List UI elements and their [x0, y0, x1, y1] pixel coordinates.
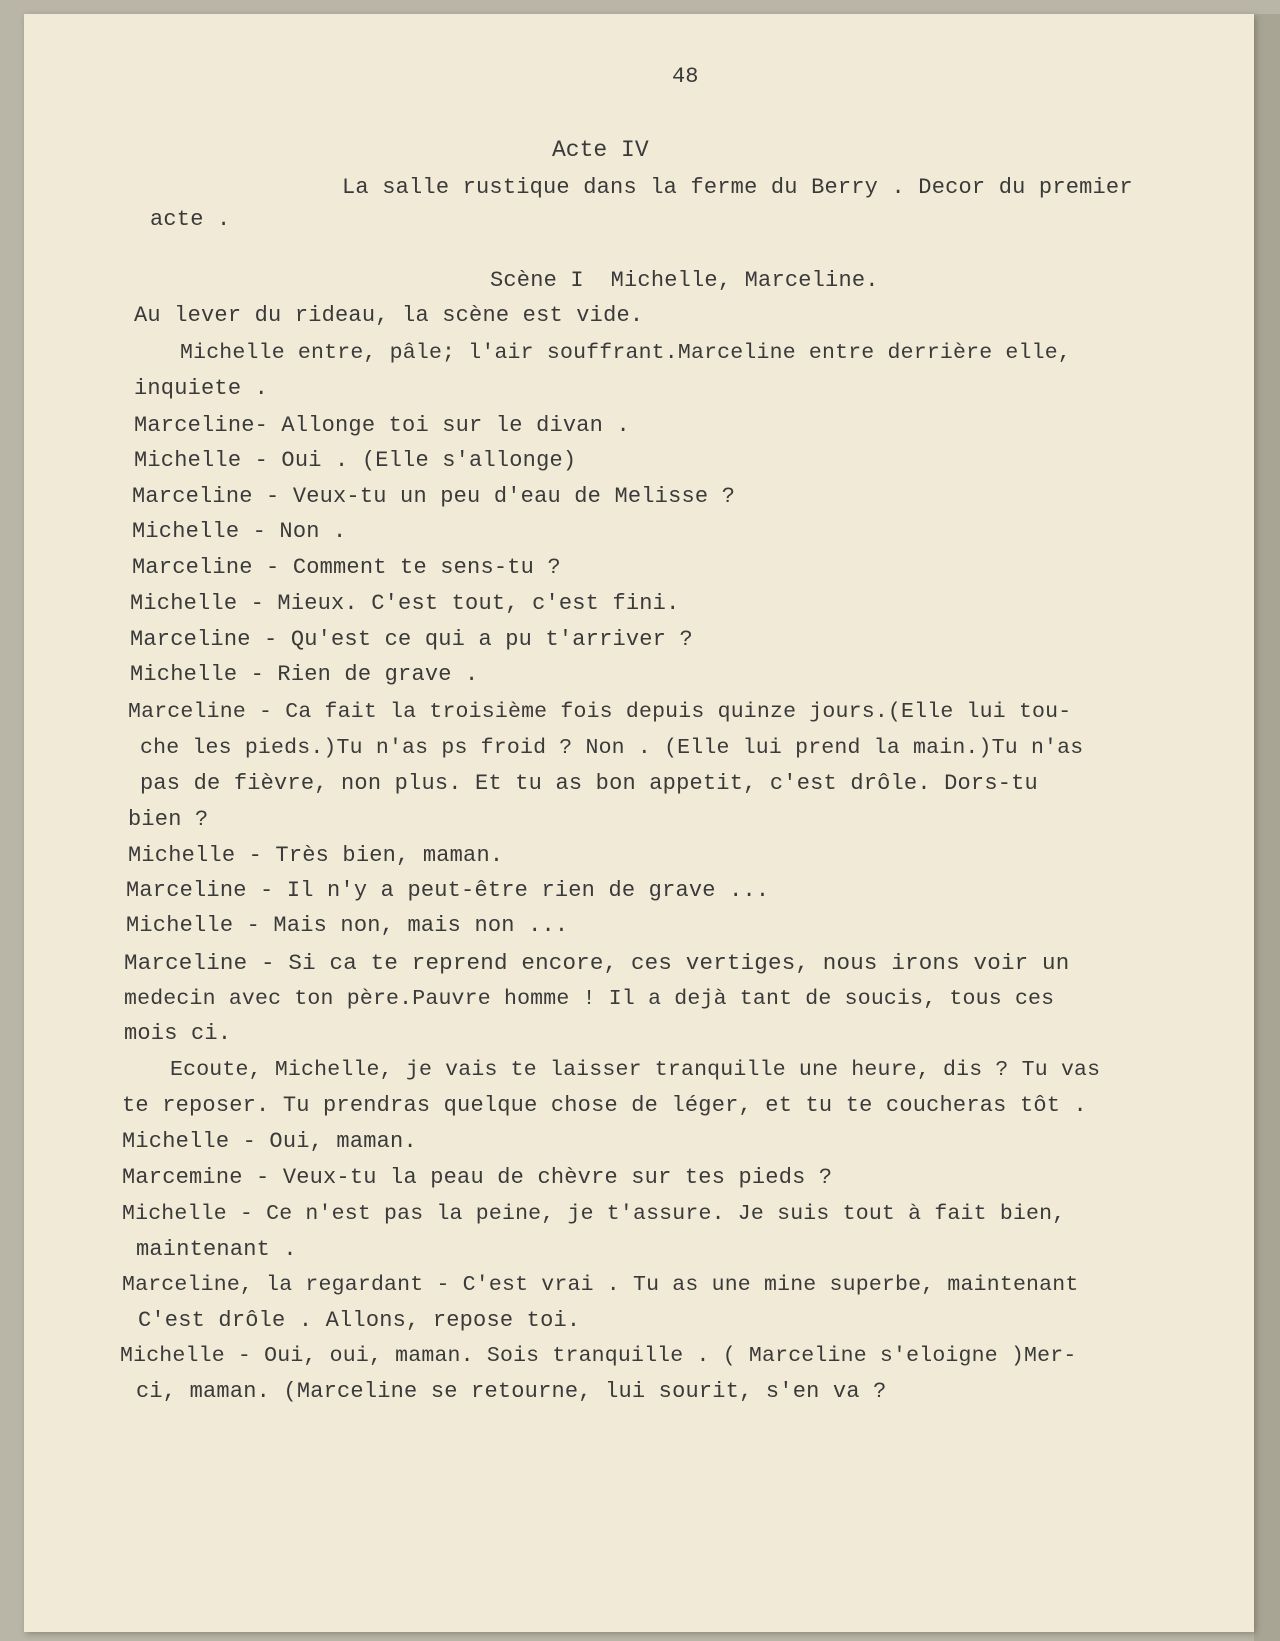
dialogue-line: Michelle - Rien de grave . — [130, 662, 479, 687]
dialogue-line: Marceline - Ca fait la troisième fois depuis quinze jours.(Elle lui tou- — [128, 700, 1072, 724]
dialogue-line: mois ci. — [124, 1021, 232, 1046]
dialogue-line: maintenant . — [136, 1237, 297, 1262]
stage-direction-line: acte . — [150, 207, 231, 232]
stage-direction-line: inquiete . — [134, 376, 269, 401]
dialogue-line: Michelle - Oui, oui, maman. Sois tranquille . ( Marceline s'eloigne )Mer- — [120, 1344, 1077, 1368]
dialogue-line: Michelle - Oui, maman. — [122, 1129, 417, 1154]
dialogue-line: Marceline - Comment te sens-tu ? — [132, 555, 561, 580]
dialogue-line: Marceline- Allonge toi sur le divan . — [134, 413, 630, 438]
dialogue-line: medecin avec ton père.Pauvre homme ! Il a dejà tant de soucis, tous ces — [124, 987, 1055, 1011]
dialogue-line: Marceline - Veux-tu un peu d'eau de Melisse ? — [132, 484, 736, 509]
stage-direction-line: Michelle entre, pâle; l'air souffrant.Marceline entre derrière elle, — [180, 341, 1071, 365]
dialogue-line: Michelle - Ce n'est pas la peine, je t'assure. Je suis tout à fait bien, — [122, 1202, 1066, 1226]
page-number: 48 — [672, 64, 699, 89]
dialogue-line: Michelle - Très bien, maman. — [128, 843, 504, 868]
dialogue-line: bien ? — [128, 807, 209, 832]
dialogue-line: Marceline - Qu'est ce qui a pu t'arriver ? — [130, 627, 693, 652]
stage-direction-line: Au lever du rideau, la scène est vide. — [134, 303, 644, 328]
dialogue-line: C'est drôle . Allons, repose toi. — [138, 1308, 581, 1333]
stage-direction-line: La salle rustique dans la ferme du Berry . Decor du premier — [342, 175, 1133, 200]
dialogue-line: Michelle - Non . — [132, 519, 347, 544]
dialogue-line: Marceline, la regardant - C'est vrai . Tu as une mine superbe, maintenant — [122, 1273, 1079, 1297]
dialogue-line: ci, maman. (Marceline se retourne, lui sourit, s'en va ? — [136, 1379, 887, 1404]
dialogue-line: Marceline - Si ca te reprend encore, ces vertiges, nous irons voir un — [124, 950, 1070, 976]
dialogue-line: Michelle - Oui . (Elle s'allonge) — [134, 448, 577, 473]
dialogue-line: pas de fièvre, non plus. Et tu as bon appetit, c'est drôle. Dors-tu — [140, 771, 1038, 796]
scanner-edge — [1254, 14, 1280, 1641]
dialogue-line: Marceline - Il n'y a peut-être rien de grave ... — [126, 878, 770, 903]
scene-heading: Scène I Michelle, Marceline. — [490, 268, 879, 293]
dialogue-line: Ecoute, Michelle, je vais te laisser tranquille une heure, dis ? Tu vas — [170, 1058, 1101, 1082]
dialogue-line: Michelle - Mais non, mais non ... — [126, 913, 569, 938]
dialogue-line: Marcemine - Veux-tu la peau de chèvre sur tes pieds ? — [122, 1165, 833, 1190]
dialogue-line: che les pieds.)Tu n'as ps froid ? Non . (Elle lui prend la main.)Tu n'as — [140, 736, 1084, 760]
act-title: Acte IV — [552, 137, 649, 163]
dialogue-line: te reposer. Tu prendras quelque chose de léger, et tu te coucheras tôt . — [122, 1093, 1087, 1118]
dialogue-line: Michelle - Mieux. C'est tout, c'est fini. — [130, 591, 680, 616]
